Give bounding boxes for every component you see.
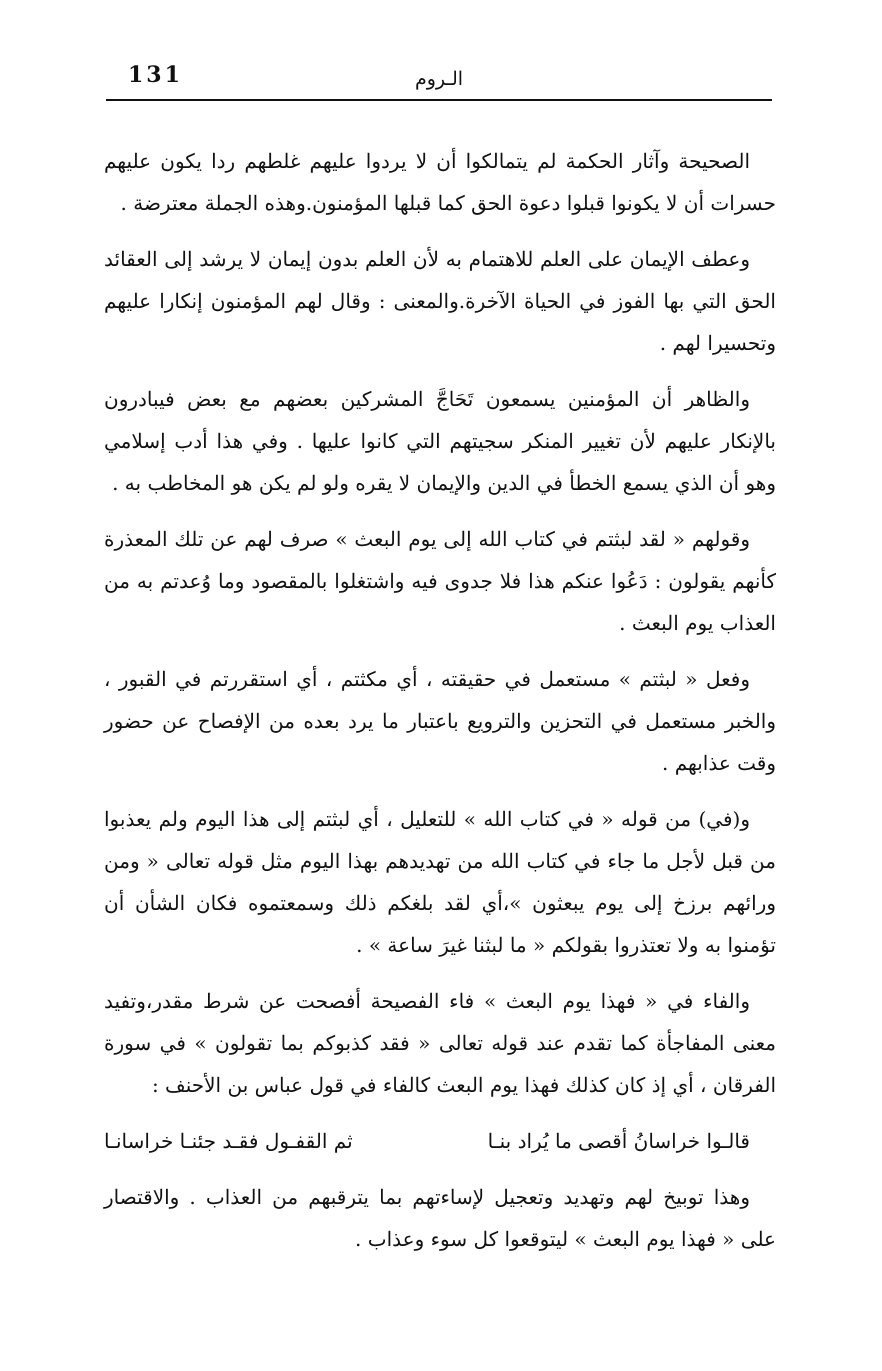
paragraph-5: وفعل « لبثتم » مستعمل في حقيقته ، أي مكثتم ، أي استقررتم في القبور ، والخبر مستعمل في التحزين والترويع باعتبار ما يرد بعده من الإفصاح عن حضور وقت عذابهم . — [104, 667, 776, 775]
poetry-verse — [104, 1120, 776, 1162]
page-header — [106, 58, 772, 102]
paragraph-7: والفاء في « فهذا يوم البعث » فاء الفصيحة أفصحت عن شرط مقدر،وتفيد معنى المفاجأة كما تقدم عند قوله تعالى « فقد كذبوكم بما تقولون » في سورة الفرقان ، أي إذ كان كذلك فهذا يوم البعث كالفاء في قول عباس بن الأحنف : — [104, 989, 776, 1097]
running-title: الـروم — [414, 68, 464, 90]
closing-paragraph: وهذا توبيخ لهم وتهديد وتعجيل لإساءتهم بما يترقبهم من العذاب . والاقتصار على « فهذا يوم البعث » ليتوقعوا كل سوء وعذاب . — [104, 1185, 776, 1251]
paragraph-4: وقولهم « لقد لبثتم في كتاب الله إلى يوم البعث » صرف لهم عن تلك المعذرة كأنهم يقولون : دَعُوا عنكم هذا فلا جدوى فيه واشتغلوا بالمقصود وما وُعدتم به من العذاب يوم البعث . — [104, 527, 776, 635]
paragraph-2: وعطف الإيمان على العلم للاهتمام به لأن العلم بدون إيمان لا يرشد إلى العقائد الحق التي بها الفوز في الحياة الآخرة.والمعنى : وقال لهم المؤمنون إنكارا عليهم وتحسيرا لهم . — [104, 247, 776, 355]
paragraph-1: الصحيحة وآثار الحكمة لم يتمالكوا أن لا يردوا عليهم غلطهم ردا يكون عليهم حسرات أن لا يكونوا قبلوا دعوة الحق كما قبلها المؤمنون.وهذه الجملة معترضة . — [104, 149, 776, 215]
header-rule — [106, 99, 772, 101]
paragraph-6: و(في) من قوله « في كتاب الله » للتعليل ، أي لبثتم إلى هذا اليوم ولم يعذبوا من قبل لأجل ما جاء في كتاب الله من تهديدهم بهذا اليوم مثل قوله تعالى « ومن ورائهم برزخ إلى يوم يبعثون »،أي لقد بلغكم ذلك وسمعتموه فكان الشأن أن تؤمنوا به ولا تعتذروا بقولكم « ما لبثنا غيرَ ساعة » . — [104, 807, 776, 957]
verse-first-hemistich: قالـوا خراسانُ أقصى ما يُراد بنـا — [487, 1129, 750, 1153]
paragraph-3: والظاهر أن المؤمنين يسمعون تَحَاجَّ المشركين بعضهم مع بعض فيبادرون بالإنكار عليهم لأن تغيير المنكر سجيتهم التي كانوا عليها . وفي هذا أدب إسلامي وهو أن الذي يسمع الخطأ في الدين والإيمان لا يقره ولو لم يكن هو المخاطب به . — [104, 387, 776, 495]
page-number: 131 — [128, 62, 183, 88]
verse-second-hemistich: ثم القفـول فقـد جئنـا خراسانـا — [104, 1129, 353, 1153]
body-text — [104, 140, 776, 1274]
